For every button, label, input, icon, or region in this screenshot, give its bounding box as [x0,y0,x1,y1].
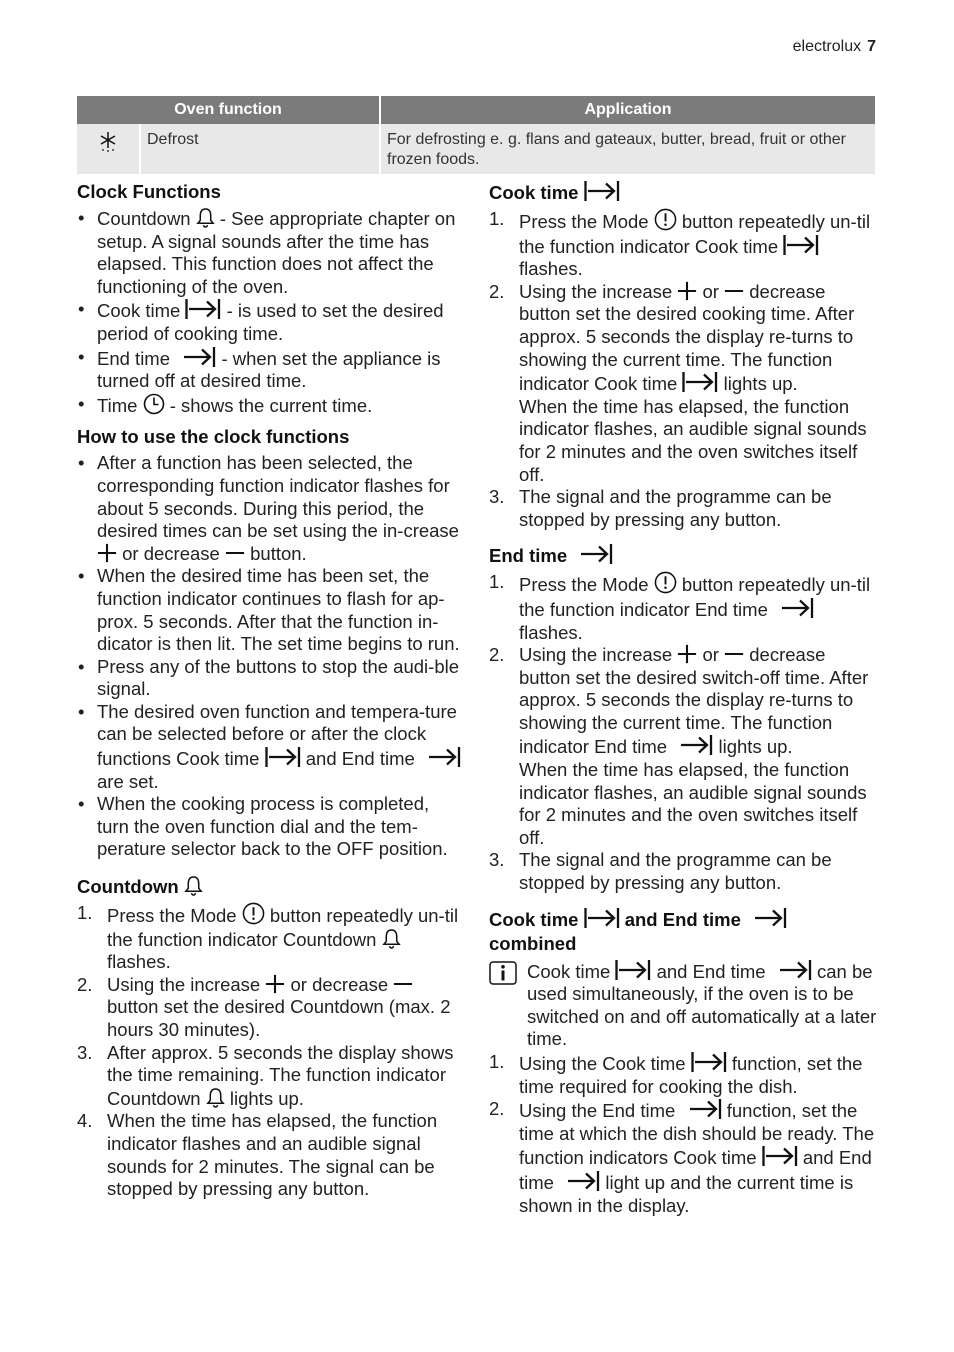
mode-button-icon [654,208,677,231]
list-item [77,974,465,1042]
clock-functions-heading: Clock Functions [77,181,221,202]
step-number: 3. [489,486,505,508]
list-item [489,1051,879,1098]
text: lights up. [229,1087,304,1109]
text: light up and the current time is shown in the display. [519,1171,854,1216]
text: and End time [519,1147,872,1193]
cook-time-icon [762,1145,798,1167]
item-text: - when set the appliance is turned off at desired time. [97,347,441,392]
oven-function-table [77,96,875,174]
text: Using the Cook time [519,1053,686,1074]
cook-time-icon [584,180,620,202]
end-time-icon [577,543,613,565]
step-number: 2. [489,644,505,666]
step-number: 4. [77,1110,93,1132]
list-item [77,701,465,793]
decrease-minus-icon [724,281,744,301]
text: can be used simultaneously, if the oven is to be switched on and off automatically at a later time. [527,960,877,1050]
item-label: Countdown [97,208,191,229]
text: The signal and the programme can be stopped by pressing any button. [519,849,832,894]
text: flashes. [519,621,583,643]
text: function, set the time required for cooking the dish. [519,1053,863,1097]
step-number: 1. [489,1051,505,1072]
step-number: 3. [77,1041,93,1063]
right-column [489,180,879,1229]
text: or [702,280,719,302]
cook-time-heading [489,180,879,205]
text: Using the increase [519,280,673,302]
left-column [77,180,465,1213]
heading-text: End time [489,545,568,567]
item-label: Cook time [97,300,181,322]
cook-time-icon [615,959,651,981]
text: Press the Mode [107,905,237,927]
list-item [489,1098,879,1217]
cook-time-icon [185,298,221,320]
text: When the time has elapsed, the function indicator flashes, an audible signal sounds for 2 minutes and the oven switches itself off. [519,759,867,848]
text: flashes. [107,951,171,973]
end-time-icon [180,346,216,368]
list-item [77,452,465,565]
table-row [77,124,875,174]
text: decrease button set the desired cooking time. After approx. 5 seconds the display re-turns to showing the current time. The function indicator Cook time [519,280,855,395]
countdown-bell-icon [206,1087,225,1108]
table-header-row [77,96,875,124]
text: button. [250,542,307,564]
heading-text: and End time [624,908,741,930]
increase-plus-icon [677,281,697,301]
item-text: - is used to set the desired period of cooking time. [97,300,444,344]
step-number: 1. [489,571,505,593]
list-item [77,207,465,298]
step-number: 2. [77,973,93,995]
time-clock-icon [143,393,165,415]
mode-button-icon [242,902,265,925]
heading-text: Cook time [489,182,579,203]
heading-text: Cook time [489,908,579,930]
item-text: - See appropriate chapter on setup. A signal sounds after the time has elapsed. This function does not affect the functioning of the oven. [97,208,456,297]
item-label: End time [97,347,171,369]
text: Press the Mode [519,211,649,232]
text: Using the increase [107,973,261,995]
countdown-bell-icon [382,928,401,949]
heading-text: Countdown [77,876,179,898]
defrost-icon [98,130,118,152]
cook-time-icon [783,234,819,256]
function-application: For defrosting e. g. flans and gateaux, butter, bread, fruit or other frozen foods. [380,124,875,174]
list-item [77,393,465,418]
text: Using the increase [519,644,673,666]
info-note [489,959,879,1051]
end-time-icon [677,734,713,756]
text: Cook time [527,960,611,982]
step-number: 2. [489,280,505,302]
end-time-icon [778,597,814,619]
list-item [77,1042,465,1111]
item-label: Time [97,394,138,416]
end-time-icon [776,959,812,981]
step-number: 1. [489,208,505,229]
increase-plus-icon [677,644,697,664]
text: and End time [656,960,766,982]
text: When the time has elapsed, the function indicator flashes, an audible signal sounds for 2 minutes and the oven switches itself off. [519,395,867,485]
text: Using the End time [519,1100,676,1122]
col-header-application: Application [380,96,875,124]
end-time-icon [686,1098,722,1120]
list-item [489,486,879,531]
text: The signal and the programme can be stopped by pressing any button. [519,486,832,530]
cook-time-steps [489,208,879,531]
countdown-bell-icon [196,207,215,228]
page-number: 7 [867,38,876,55]
list-item: • Press any of the buttons to stop the audi-ble signal. [77,656,465,701]
cook-time-icon [682,371,718,393]
end-time-heading [489,543,879,568]
increase-plus-icon [265,974,285,994]
step-number: 2. [489,1098,505,1120]
list-item: • When the desired time has been set, the function indicator continues to flash for ap-prox. 5 seconds. After that the function in-dicator is then lit. The set time begins to run. [77,565,465,655]
mode-button-icon [654,571,677,594]
text: and End time [305,748,415,770]
text: button set the desired Countdown (max. 2 hours 30 minutes). [107,996,451,1040]
page-header [793,38,876,56]
info-icon [489,961,517,985]
brand-name: electrolux [792,38,862,55]
end-time-icon [564,1170,600,1192]
text: lights up. [723,373,798,395]
list-item [489,208,879,281]
cook-time-icon [584,907,620,929]
list-item [77,902,465,974]
defrost-icon-cell [77,124,140,174]
text: After a function has been selected, the corresponding function indicator flashes for about 5 seconds. During this period, the desired times can be set using the in-crease [97,452,459,542]
decrease-minus-icon [393,974,413,994]
text: are set. [97,770,159,792]
text: decrease button set the desired switch-off time. After approx. 5 seconds the display re-turns to showing the current time. The function indicator End time [519,644,869,758]
list-item [489,849,879,894]
decrease-minus-icon [225,543,245,563]
list-item [77,346,465,393]
clock-functions-list [77,207,465,417]
list-item [489,571,879,644]
text: The desired oven function and tempera-ture can be selected before or after the clock functions Cook time [97,700,457,770]
list-item [77,298,465,345]
increase-plus-icon [97,543,117,563]
text: When the time has elapsed, the function indicator flashes and an audible signal sounds for 2 minutes. The signal can be stopped by pressing any button. [107,1110,438,1200]
countdown-heading [77,875,465,899]
function-name: Defrost [140,124,380,174]
text: or decrease [290,973,389,995]
cook-time-icon [691,1051,727,1073]
combined-heading [489,907,879,956]
list-item: • When the cooking process is completed, turn the oven function dial and the tem-perature selector back to the OFF position. [77,793,465,861]
text: or [702,644,719,666]
end-time-icon [425,746,461,768]
list-item [489,644,879,849]
list-item [77,1110,465,1200]
text: After approx. 5 seconds the display shows the time remaining. The function indicator Countdown [107,1041,454,1109]
text: function, set the time at which the dish should be ready. The function indicators Cook time [519,1100,875,1169]
text: Press the Mode [519,574,649,596]
item-text: - shows the current time. [169,394,373,416]
end-time-steps [489,571,879,894]
heading-text: combined [489,932,577,954]
countdown-bell-icon [184,875,203,896]
text: flashes. [519,258,583,280]
how-to-heading: How to use the clock functions [77,426,350,448]
cook-time-icon [265,746,301,768]
list-item [489,281,879,486]
countdown-steps [77,902,465,1201]
end-time-icon [751,907,787,929]
text: button repeatedly un-til the function indicator Countdown [107,905,459,950]
step-number: 1. [77,902,93,924]
text: button repeatedly un-til the function indicator End time [519,574,871,620]
how-to-list [77,452,465,861]
step-number: 3. [489,849,505,871]
text: lights up. [718,736,793,758]
combined-steps [489,1051,879,1217]
decrease-minus-icon [724,644,744,664]
col-header-oven-function: Oven function [77,96,380,124]
text: button repeatedly un-til the function indicator Cook time [519,211,871,257]
text: or decrease [122,542,220,564]
